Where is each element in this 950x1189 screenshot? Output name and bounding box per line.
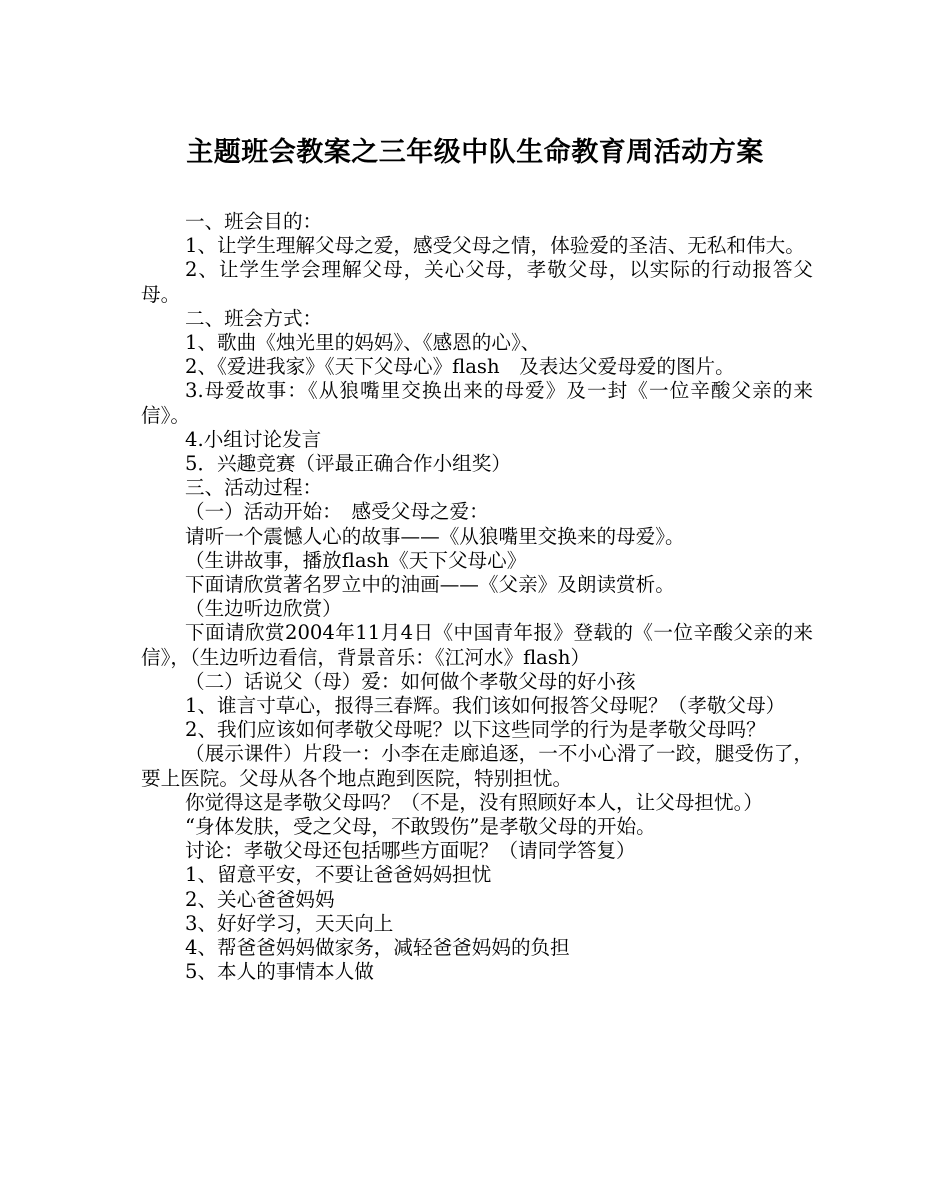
paragraph: （二）话说父（母）爱：如何做个孝敬父母的好小孩 <box>185 669 636 693</box>
paragraph: （一）活动开始： 感受父母之爱： <box>185 500 489 524</box>
paragraph: 下面请欣赏著名罗立中的油画——《父亲》及朗读赏析。 <box>185 573 675 597</box>
list-item: 5、本人的事情本人做 <box>185 960 374 984</box>
paragraph: 下面请欣赏2004年11月4日《中国青年报》登载的《一位辛酸父亲的来信》，（生边听边看信，背景音乐：《江河水》flash） <box>141 621 813 669</box>
paragraph: 请听一个震憾人心的故事——《从狼嘴里交换来的母爱》。 <box>185 524 685 548</box>
paragraph: （生边听边欣赏） <box>185 597 342 621</box>
paragraph: （生讲故事，播放flash《天下父母心》 <box>185 548 527 572</box>
paragraph: （展示课件）片段一：小李在走廊追逐，一不小心滑了一跤，腿受伤了，要上医院。父母从各个地点跑到医院，特别担忧。 <box>141 742 813 790</box>
paragraph: 4.小组讨论发言 <box>185 427 322 451</box>
paragraph: 1、歌曲《烛光里的妈妈》、《感恩的心》、 <box>185 331 541 355</box>
paragraph: 1、让学生理解父母之爱，感受父母之情，体验爱的圣洁、无私和伟大。 <box>185 234 805 258</box>
paragraph: 2、我们应该如何孝敬父母呢？以下这些同学的行为是孝敬父母吗？ <box>185 718 766 742</box>
document-title: 主题班会教案之三年级中队生命教育周活动方案 <box>186 137 764 168</box>
list-item: 4、帮爸爸妈妈做家务，减轻爸爸妈妈的负担 <box>185 936 570 960</box>
section-heading-purpose: 一、班会目的： <box>185 210 323 233</box>
document-body <box>141 210 813 985</box>
section-heading-process: 三、活动过程： <box>185 476 323 500</box>
paragraph: 2、让学生学会理解父母，关心父母，孝敬父母，以实际的行动报答父母。 <box>141 258 813 306</box>
list-item: 1、留意平安，不要让爸爸妈妈担忧 <box>185 863 492 887</box>
paragraph: “身体发肤，受之父母，不敢毁伤”是孝敬父母的开始。 <box>185 815 656 839</box>
paragraph: 讨论：孝敬父母还包括哪些方面呢？（请同学答复） <box>185 839 636 863</box>
section-heading-method: 二、班会方式： <box>185 306 323 330</box>
paragraph: 2、《爱进我家》《天下父母心》flash 及表达父爱母爱的图片。 <box>185 355 735 379</box>
paragraph: 3.母爱故事：《从狼嘴里交换出来的母爱》及一封《一位辛酸父亲的来信》。 <box>141 379 813 427</box>
paragraph: 5．兴趣竞赛（评最正确合作小组奖） <box>185 452 511 476</box>
list-item: 2、关心爸爸妈妈 <box>185 887 335 911</box>
paragraph: 你觉得这是孝敬父母吗？（不是，没有照顾好本人，让父母担忧。） <box>185 790 764 814</box>
paragraph: 1、谁言寸草心，报得三春辉。我们该如何报答父母呢？（孝敬父母） <box>185 694 786 718</box>
list-item: 3、好好学习，天天向上 <box>185 911 394 935</box>
